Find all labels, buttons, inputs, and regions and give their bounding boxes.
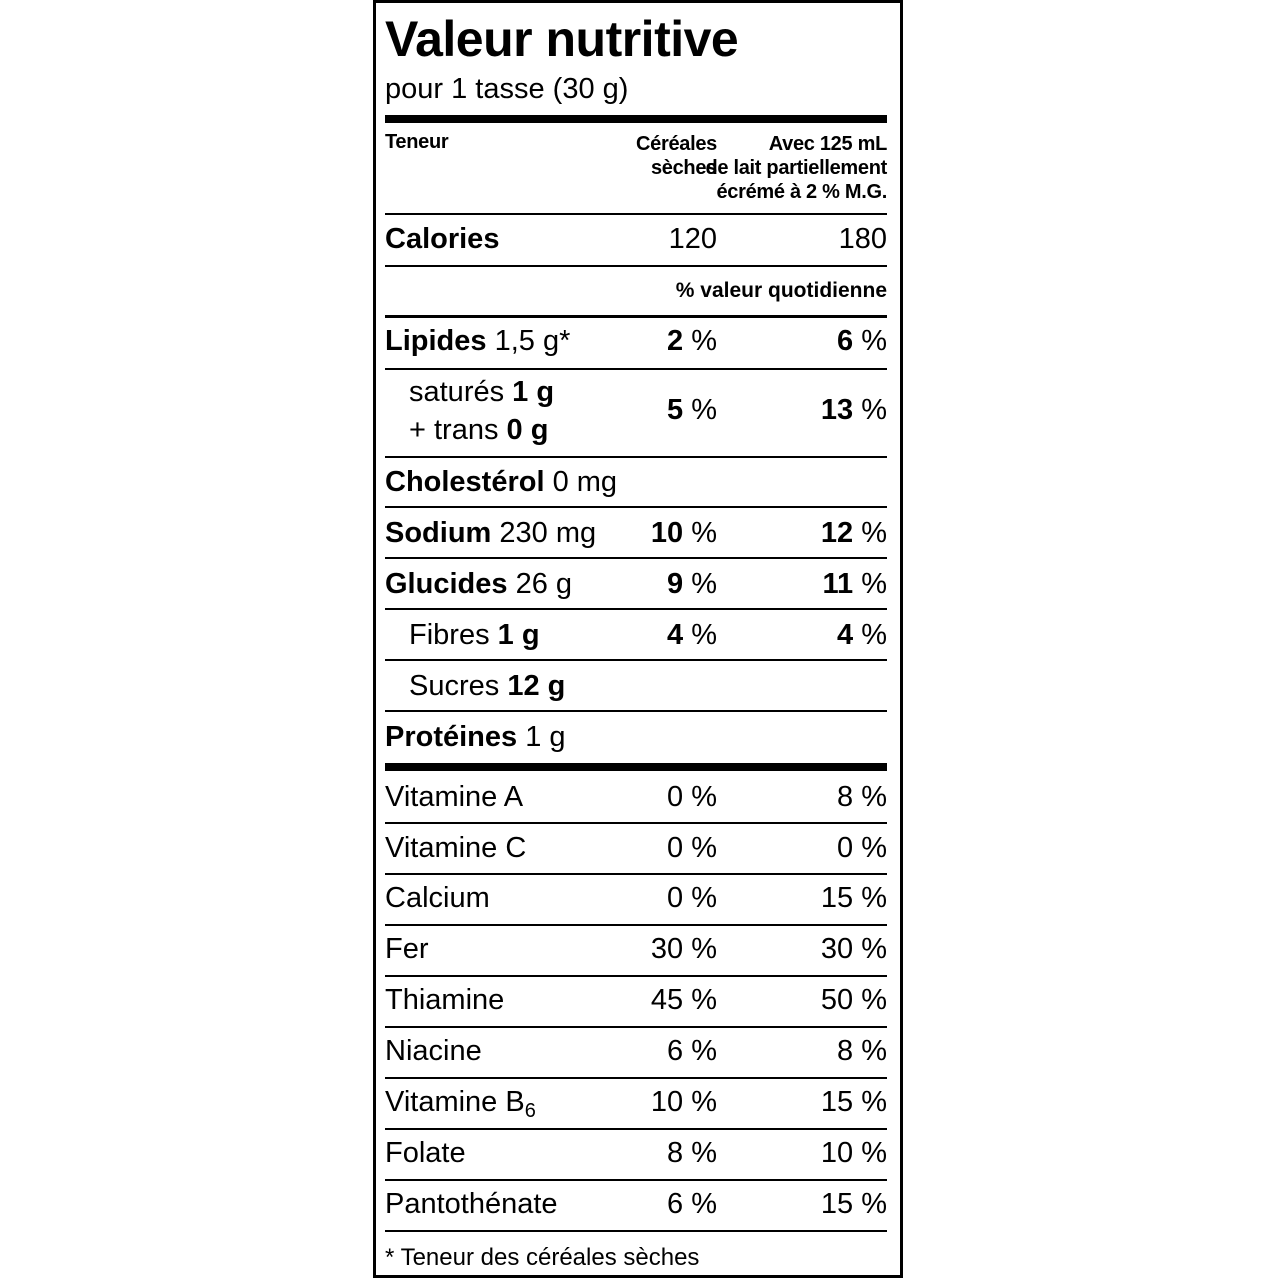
label-title: Valeur nutritive [385,11,739,67]
footnote: * Teneur des céréales sèches [385,1244,700,1271]
rule [385,608,887,610]
rule [385,822,887,824]
rule [385,1230,887,1232]
rule [385,1179,887,1181]
rule [385,710,887,712]
rule [385,315,887,318]
daily-value-header: % valeur quotidienne [675,279,887,302]
rule [385,1026,887,1028]
rule [385,456,887,458]
thick-rule-top [385,115,887,123]
rule [385,659,887,661]
rule [385,1128,887,1130]
header-teneur: Teneur [385,131,449,153]
rule [385,924,887,926]
rule [385,368,887,370]
header-col-milk: Avec 125 mL de lait partiellement écrémé à 2 % M.G. [705,133,887,203]
rule [385,557,887,559]
nutrition-facts-panel: Valeur nutritive pour 1 tasse (30 g) Teneur Céréales sèches Avec 125 mL de lait partiellement écrémé à 2 % M.G. Calories 120 180 % valeur quotidienne Lipides 1,5 g* 2 % 6 % saturés 1 g + trans 0 g 5 % 13 % Cholestérol 0 mg Sodium 230 mg 10 % 12 % Glucides 26 g 9 % 11 % Fibres 1 g 4 % 4 % Sucres 12 g Protéines 1 g Vitamine A 0 % 8 % Vitamine C 0 % 0 % Calcium 0 % 15 % Fer 30 % 30 % Thiamine 45 % 50 % Niacine 6 % 8 % Vitamine $B_6$ 10 % 15 % Folate 8 % 10 % Pantothénate 6 % 15 % * Teneur des céréales sèches [373,0,903,1278]
rule [385,975,887,977]
header-col-dry: Céréales sèches [636,133,717,179]
rule [385,213,887,215]
serving-size: pour 1 tasse (30 g) [385,73,629,105]
thick-rule-vitamins [385,763,887,771]
rule [385,1077,887,1079]
rule [385,873,887,875]
rule [385,265,887,267]
rule [385,506,887,508]
